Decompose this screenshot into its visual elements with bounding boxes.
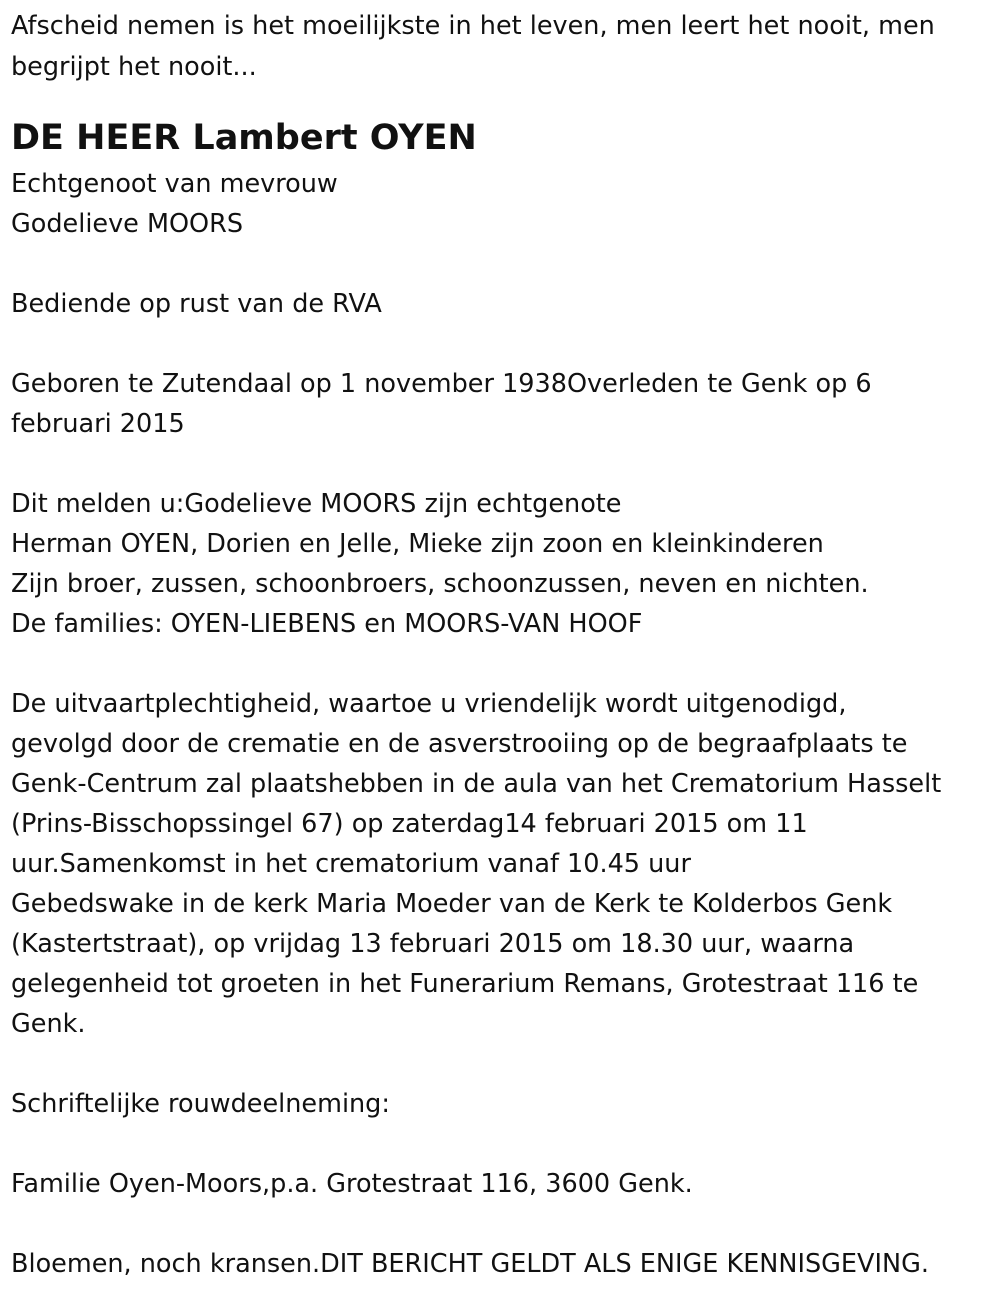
spouse-line: Godelieve MOORS (11, 209, 244, 239)
ceremony-block (11, 684, 980, 1044)
ceremony-line: De uitvaartplechtigheid, waartoe u vriendelijk wordt uitgenodigd, (11, 689, 847, 719)
ceremony-line: gevolgd door de crematie en de asverstrooiing op de begraafplaats te (11, 729, 908, 759)
spouse-line: Echtgenoot van mevrouw (11, 169, 338, 199)
ceremony-line: Gebedswake in de kerk Maria Moeder van de Kerk te Kolderbos Genk (11, 889, 893, 919)
announcer-line: Zijn broer, zussen, schoonbroers, schoonzussen, neven en nichten. (11, 569, 869, 599)
spacer (11, 1044, 980, 1084)
spacer (11, 1124, 980, 1164)
birth-death-line: Geboren te Zutendaal op 1 november 1938Overleden te Genk op 6 (11, 369, 872, 399)
ceremony-line: Genk-Centrum zal plaatshebben in de aula van het Crematorium Hasselt (11, 769, 942, 799)
ceremony-line: (Kastertstraat), op vrijdag 13 februari 2015 om 18.30 uur, waarna (11, 929, 855, 959)
intro-line: begrijpt het nooit... (11, 52, 257, 82)
birth-death-line: februari 2015 (11, 409, 185, 439)
ceremony-line: (Prins-Bisschopssingel 67) op zaterdag14 februari 2015 om 11 (11, 809, 808, 839)
announcer-line: Dit melden u:Godelieve MOORS zijn echtgenote (11, 489, 622, 519)
birth-death-block (11, 364, 980, 444)
announcer-line: De families: OYEN-LIEBENS en MOORS-VAN HOOF (11, 609, 643, 639)
spacer (11, 444, 980, 484)
intro-line: Afscheid nemen is het moeilijkste in het leven, men leert het nooit, men (11, 11, 935, 41)
announcers-block (11, 484, 980, 644)
ceremony-line: gelegenheid tot groeten in het Funerarium Remans, Grotestraat 116 te (11, 969, 919, 999)
condolence-address: Familie Oyen-Moors,p.a. Grotestraat 116, 3600 Genk. (11, 1169, 693, 1199)
announcer-line: Herman OYEN, Dorien en Jelle, Mieke zijn zoon en kleinkinderen (11, 529, 824, 559)
spacer (11, 244, 980, 284)
spacer (11, 1204, 980, 1244)
ceremony-line: uur.Samenkomst in het crematorium vanaf 10.45 uur (11, 849, 691, 879)
deceased-name: DE HEER Lambert OYEN (11, 118, 477, 158)
ceremony-line: Genk. (11, 1009, 86, 1039)
occupation: Bediende op rust van de RVA (11, 289, 382, 319)
spacer (11, 324, 980, 364)
condolence-label: Schriftelijke rouwdeelneming: (11, 1089, 390, 1119)
spouse-block (11, 164, 980, 244)
spacer (11, 644, 980, 684)
intro-quote (11, 6, 980, 88)
closing-notice: Bloemen, noch kransen.DIT BERICHT GELDT ALS ENIGE KENNISGEVING. (11, 1249, 929, 1279)
